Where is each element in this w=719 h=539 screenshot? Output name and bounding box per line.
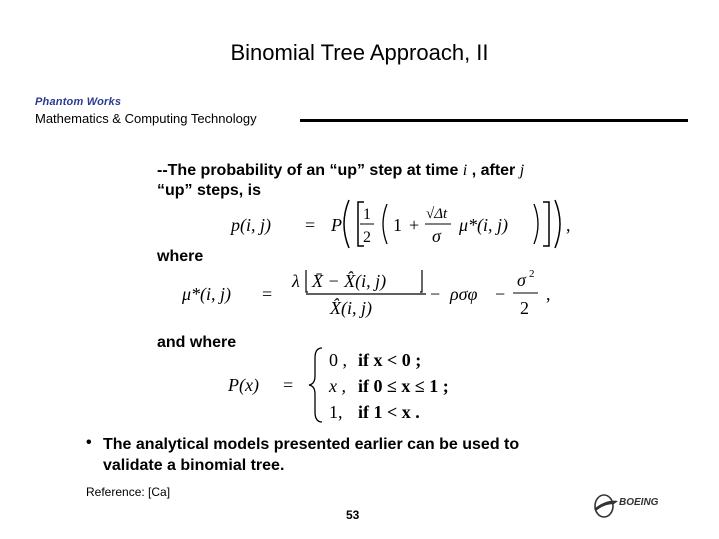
- trailing-comma: ,: [566, 215, 571, 235]
- one: 1: [393, 215, 402, 235]
- intro-var-i: i: [462, 162, 468, 179]
- inner-right-paren: [534, 204, 538, 244]
- where-label: where: [157, 248, 204, 265]
- sigma-squared-base: σ: [517, 270, 526, 290]
- mu-star-lhs: μ*(i, j): [182, 284, 232, 304]
- rho-sigma-phi: ρσφ: [450, 284, 478, 304]
- floor-left: [306, 270, 308, 292]
- half-denominator: 2: [363, 229, 371, 246]
- minus-sign-1: −: [430, 284, 441, 304]
- numerator: X̄ − X̂(i, j): [312, 271, 387, 291]
- equals-sign-3: =: [283, 375, 294, 395]
- intro-text-b: , after: [467, 162, 520, 179]
- intro-line-1: [157, 162, 524, 180]
- case3-condition: if 1 < x .: [358, 402, 420, 422]
- logo-ring: [595, 495, 613, 517]
- case1-condition: if x < 0 ;: [358, 350, 422, 370]
- intro-text-a: --The probability of an “up” step at time: [157, 162, 463, 179]
- department-name: Mathematics & Computing Technology: [35, 111, 257, 126]
- intro-line-2: “up” steps, is: [157, 182, 262, 199]
- trailing-comma-2: ,: [546, 284, 551, 304]
- formula-piecewise: [225, 344, 495, 424]
- slide-title: Binomial Tree Approach, II: [230, 40, 489, 65]
- denominator: X̂(i, j): [330, 298, 372, 318]
- formula-probability: [225, 196, 585, 254]
- bullet-marker: •: [86, 434, 92, 451]
- prob-P: P: [331, 215, 342, 235]
- left-paren: [344, 200, 349, 248]
- plus-sign: +: [409, 215, 420, 235]
- logo-wordmark: BOEING: [619, 497, 659, 508]
- denominator-two: 2: [520, 298, 529, 318]
- page-number: 53: [346, 508, 360, 522]
- reference: Reference: [Ca]: [86, 485, 171, 499]
- half-numerator: 1: [363, 206, 371, 223]
- case2-condition: if 0 ≤ x ≤ 1 ;: [358, 376, 449, 396]
- piecewise-lhs: P(x): [228, 375, 259, 395]
- inner-left-paren: [383, 204, 387, 244]
- case2-value: x ,: [329, 376, 346, 396]
- p-lhs: p(i, j): [231, 215, 271, 235]
- floor-right: [420, 270, 422, 292]
- and-where-label: and where: [157, 334, 237, 351]
- case-brace: [309, 348, 322, 422]
- logo-wing: [594, 501, 618, 511]
- sqrt-dt: √Δt: [426, 206, 448, 222]
- equals-sign: =: [305, 215, 316, 235]
- case3-value: 1,: [329, 402, 343, 422]
- equals-sign-2: =: [262, 284, 273, 304]
- intro-var-j: j: [519, 162, 525, 179]
- mu-star-term: μ*(i, j): [459, 215, 509, 235]
- formula-mu-star: [180, 264, 560, 322]
- right-bracket: [543, 202, 549, 246]
- bullet-text: The analytical models presented earlier can be used to validate a binomial tree.: [103, 436, 520, 474]
- case1-value: 0 ,: [329, 350, 347, 370]
- sigma-denominator: σ: [432, 226, 441, 246]
- sigma-squared-exponent: 2: [529, 268, 535, 280]
- header-rule: [300, 119, 688, 122]
- brand-name: Phantom Works: [35, 96, 122, 108]
- boeing-logo: [592, 489, 692, 523]
- lambda: λ: [292, 271, 300, 291]
- minus-sign-2: −: [495, 284, 506, 304]
- right-paren: [555, 200, 560, 248]
